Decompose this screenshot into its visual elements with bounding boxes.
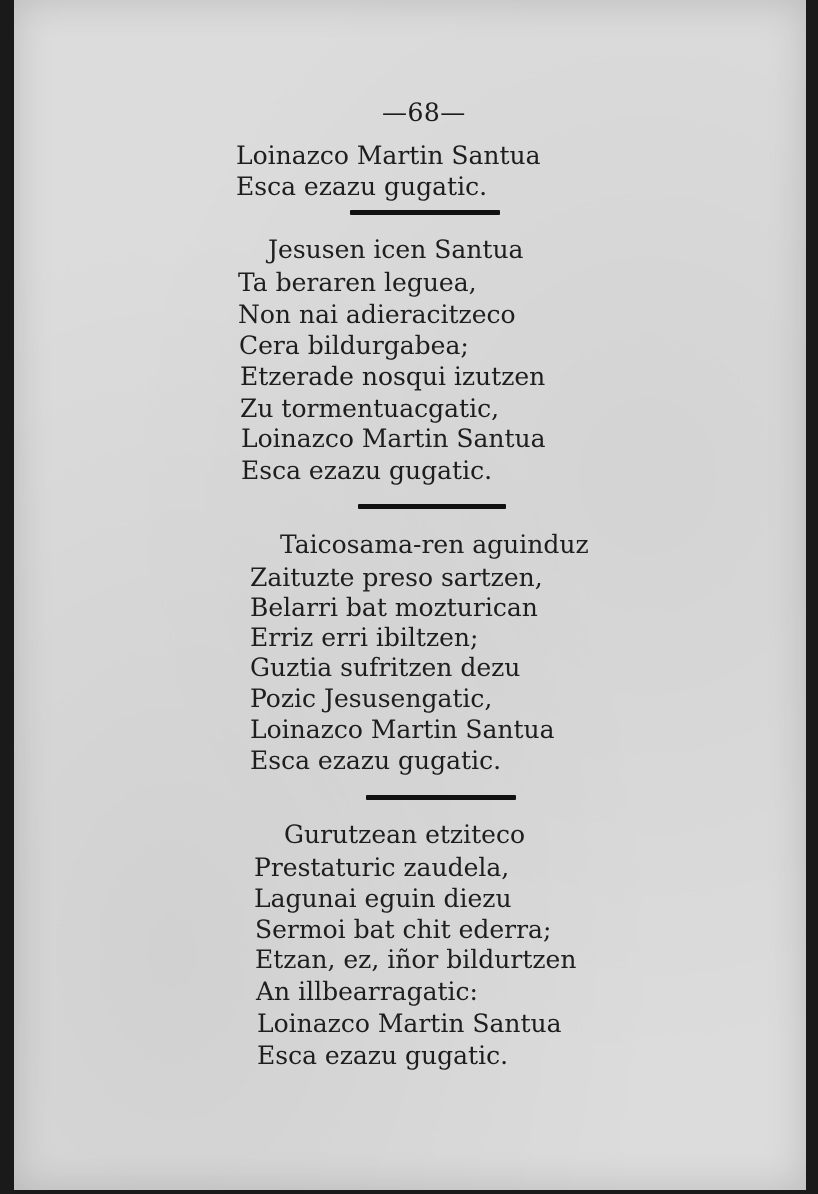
stanza-3-line: Sermoi bat chit ederra; bbox=[255, 915, 552, 944]
stanza-2-line: Esca ezazu gugatic. bbox=[250, 746, 502, 775]
stanza-2-line: Zaituzte preso sartzen, bbox=[250, 563, 543, 592]
stanza-3-line: Etzan, ez, iñor bildurtzen bbox=[255, 945, 577, 974]
stanza-2-line: Belarri bat mozturican bbox=[250, 593, 538, 622]
stanza-3-line: An illbearragatic: bbox=[256, 977, 478, 1006]
intro-line: Loinazco Martin Santua bbox=[236, 141, 541, 170]
stanza-1-line: Jesusen icen Santua bbox=[268, 235, 524, 264]
stanza-2-line: Guztia sufritzen dezu bbox=[250, 653, 521, 682]
stanza-3-line: Lagunai eguin diezu bbox=[254, 884, 512, 913]
section-divider bbox=[350, 210, 500, 215]
stanza-3-line: Prestaturic zaudela, bbox=[254, 853, 510, 882]
stanza-1-line: Ta beraren leguea, bbox=[238, 268, 477, 297]
stanza-1-line: Etzerade nosqui izutzen bbox=[240, 362, 546, 391]
stanza-2-line: Taicosama-ren aguinduz bbox=[280, 530, 589, 559]
stanza-1-line: Loinazco Martin Santua bbox=[241, 424, 546, 453]
stanza-1-line: Esca ezazu gugatic. bbox=[241, 456, 493, 485]
stanza-1-line: Cera bildurgabea; bbox=[239, 331, 469, 360]
page-number: —68— bbox=[382, 98, 466, 127]
section-divider bbox=[358, 504, 506, 509]
section-divider bbox=[366, 795, 516, 800]
stanza-2-line: Loinazco Martin Santua bbox=[250, 715, 555, 744]
book-page bbox=[14, 0, 806, 1190]
stanza-3-line: Loinazco Martin Santua bbox=[257, 1009, 562, 1038]
intro-line: Esca ezazu gugatic. bbox=[236, 172, 488, 201]
stanza-3-line: Gurutzean etziteco bbox=[284, 820, 525, 849]
stanza-1-line: Non nai adieracitzeco bbox=[238, 300, 516, 329]
stanza-2-line: Pozic Jesusengatic, bbox=[250, 684, 493, 713]
stanza-3-line: Esca ezazu gugatic. bbox=[257, 1041, 509, 1070]
stanza-1-line: Zu tormentuacgatic, bbox=[240, 394, 500, 423]
stanza-2-line: Erriz erri ibiltzen; bbox=[250, 623, 479, 652]
